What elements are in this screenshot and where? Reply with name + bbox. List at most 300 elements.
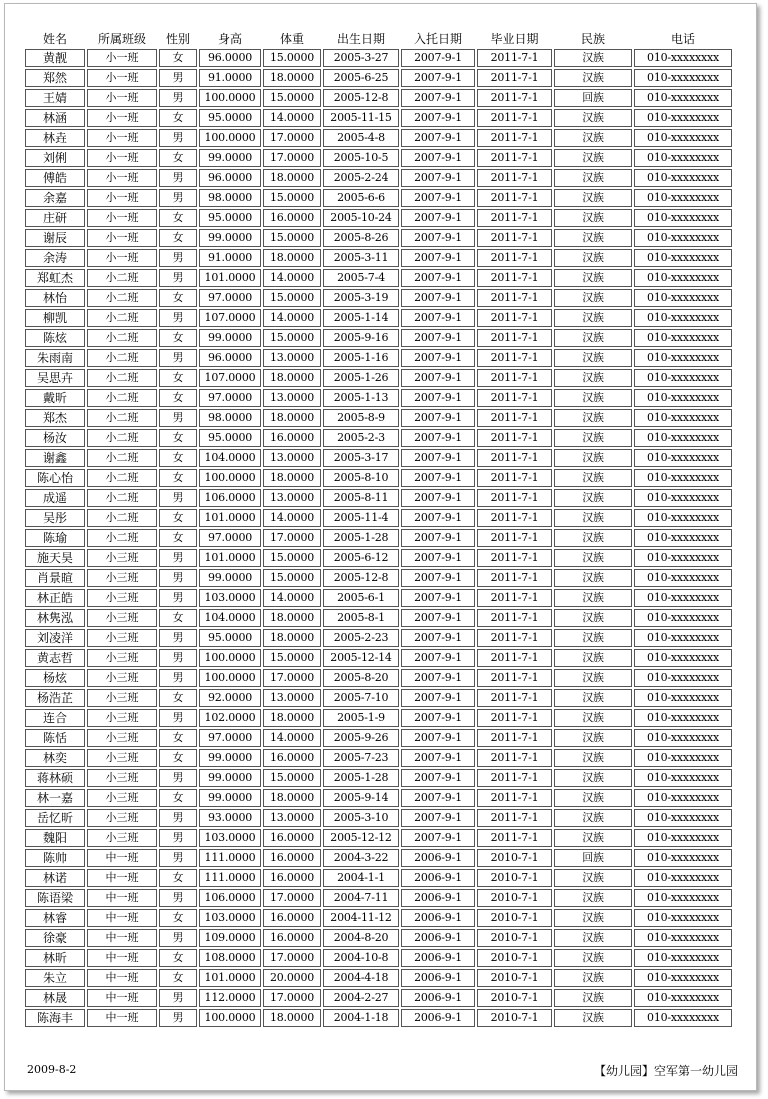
cell-name: 连合 — [25, 709, 85, 727]
table-row — [25, 709, 732, 727]
cell-ethnicity: 汉族 — [554, 929, 632, 947]
cell-gender: 男 — [159, 769, 197, 787]
cell-ethnicity: 汉族 — [554, 209, 632, 227]
cell-birth-date: 2005-7-4 — [323, 269, 399, 287]
cell-birth-date: 2005-12-12 — [323, 829, 399, 847]
cell-gender: 女 — [159, 729, 197, 747]
cell-birth-date: 2005-12-14 — [323, 649, 399, 667]
table-row — [25, 209, 732, 227]
cell-height: 107.0000 — [199, 369, 261, 387]
cell-gender: 女 — [159, 49, 197, 67]
cell-gender: 男 — [159, 589, 197, 607]
cell-weight: 18.0000 — [263, 409, 321, 427]
cell-ethnicity: 汉族 — [554, 249, 632, 267]
cell-weight: 13.0000 — [263, 489, 321, 507]
cell-enroll-date: 2007-9-1 — [401, 449, 475, 467]
cell-phone: 010-xxxxxxxx — [634, 709, 732, 727]
cell-enroll-date: 2007-9-1 — [401, 549, 475, 567]
cell-birth-date: 2005-11-4 — [323, 509, 399, 527]
table-row — [25, 309, 732, 327]
cell-phone: 010-xxxxxxxx — [634, 549, 732, 567]
cell-graduate-date: 2010-7-1 — [477, 949, 552, 967]
cell-name: 陈语梁 — [25, 889, 85, 907]
cell-height: 108.0000 — [199, 949, 261, 967]
footer-date: 2009-8-2 — [27, 1063, 77, 1076]
col-header-birth-date: 出生日期 — [336, 32, 385, 46]
cell-gender: 女 — [159, 689, 197, 707]
cell-weight: 18.0000 — [263, 169, 321, 187]
cell-enroll-date: 2007-9-1 — [401, 709, 475, 727]
cell-phone: 010-xxxxxxxx — [634, 189, 732, 207]
cell-graduate-date: 2011-7-1 — [477, 729, 552, 747]
cell-height: 96.0000 — [199, 349, 261, 367]
cell-height: 97.0000 — [199, 389, 261, 407]
cell-class: 小二班 — [87, 449, 157, 467]
cell-name: 郑然 — [25, 69, 85, 87]
cell-gender: 男 — [159, 709, 197, 727]
cell-phone: 010-xxxxxxxx — [634, 789, 732, 807]
cell-name: 林一嘉 — [25, 789, 85, 807]
cell-gender: 女 — [159, 429, 197, 447]
cell-weight: 16.0000 — [263, 869, 321, 887]
cell-birth-date: 2005-6-1 — [323, 589, 399, 607]
cell-class: 小三班 — [87, 649, 157, 667]
cell-graduate-date: 2011-7-1 — [477, 529, 552, 547]
cell-birth-date: 2004-1-1 — [323, 869, 399, 887]
cell-gender: 男 — [159, 849, 197, 867]
cell-graduate-date: 2011-7-1 — [477, 389, 552, 407]
cell-graduate-date: 2010-7-1 — [477, 869, 552, 887]
cell-enroll-date: 2007-9-1 — [401, 649, 475, 667]
col-header-phone: 电话 — [670, 32, 695, 46]
cell-gender: 女 — [159, 289, 197, 307]
cell-weight: 18.0000 — [263, 249, 321, 267]
cell-height: 112.0000 — [199, 989, 261, 1007]
cell-class: 小一班 — [87, 229, 157, 247]
table-row — [25, 169, 732, 187]
cell-name: 黄志哲 — [25, 649, 85, 667]
cell-height: 91.0000 — [199, 249, 261, 267]
print-preview-page — [4, 3, 757, 1091]
cell-name: 刘凌洋 — [25, 629, 85, 647]
cell-weight: 13.0000 — [263, 349, 321, 367]
cell-class: 小二班 — [87, 409, 157, 427]
cell-height: 100.0000 — [199, 89, 261, 107]
cell-birth-date: 2005-3-27 — [323, 49, 399, 67]
cell-birth-date: 2005-3-19 — [323, 289, 399, 307]
cell-class: 小一班 — [87, 249, 157, 267]
cell-ethnicity: 汉族 — [554, 809, 632, 827]
cell-graduate-date: 2011-7-1 — [477, 829, 552, 847]
cell-name: 林垚 — [25, 129, 85, 147]
cell-birth-date: 2005-7-23 — [323, 749, 399, 767]
cell-birth-date: 2005-4-8 — [323, 129, 399, 147]
cell-birth-date: 2005-7-10 — [323, 689, 399, 707]
cell-phone: 010-xxxxxxxx — [634, 569, 732, 587]
cell-enroll-date: 2007-9-1 — [401, 169, 475, 187]
cell-phone: 010-xxxxxxxx — [634, 729, 732, 747]
cell-graduate-date: 2011-7-1 — [477, 149, 552, 167]
cell-enroll-date: 2007-9-1 — [401, 509, 475, 527]
cell-class: 小三班 — [87, 549, 157, 567]
cell-name: 陈海丰 — [25, 1009, 85, 1027]
cell-gender: 女 — [159, 469, 197, 487]
cell-graduate-date: 2011-7-1 — [477, 769, 552, 787]
cell-weight: 16.0000 — [263, 429, 321, 447]
cell-name: 林睿 — [25, 909, 85, 927]
cell-enroll-date: 2007-9-1 — [401, 429, 475, 447]
cell-ethnicity: 汉族 — [554, 629, 632, 647]
cell-height: 100.0000 — [199, 1009, 261, 1027]
cell-ethnicity: 汉族 — [554, 1009, 632, 1027]
cell-phone: 010-xxxxxxxx — [634, 89, 732, 107]
table-row — [25, 689, 732, 707]
table-row — [25, 629, 732, 647]
cell-enroll-date: 2007-9-1 — [401, 49, 475, 67]
cell-name: 谢鑫 — [25, 449, 85, 467]
cell-class: 中一班 — [87, 889, 157, 907]
cell-class: 小三班 — [87, 789, 157, 807]
cell-class: 小三班 — [87, 689, 157, 707]
cell-enroll-date: 2006-9-1 — [401, 929, 475, 947]
cell-name: 朱雨南 — [25, 349, 85, 367]
cell-ethnicity: 汉族 — [554, 569, 632, 587]
table-row — [25, 369, 732, 387]
cell-gender: 女 — [159, 949, 197, 967]
cell-birth-date: 2005-8-10 — [323, 469, 399, 487]
cell-ethnicity: 汉族 — [554, 589, 632, 607]
table-row — [25, 989, 732, 1007]
cell-graduate-date: 2011-7-1 — [477, 549, 552, 567]
cell-class: 小三班 — [87, 769, 157, 787]
cell-gender: 男 — [159, 929, 197, 947]
cell-gender: 女 — [159, 369, 197, 387]
cell-height: 98.0000 — [199, 409, 261, 427]
cell-phone: 010-xxxxxxxx — [634, 129, 732, 147]
cell-graduate-date: 2011-7-1 — [477, 229, 552, 247]
cell-phone: 010-xxxxxxxx — [634, 909, 732, 927]
cell-weight: 14.0000 — [263, 309, 321, 327]
cell-ethnicity: 汉族 — [554, 149, 632, 167]
cell-weight: 15.0000 — [263, 229, 321, 247]
col-header-class: 所属班级 — [97, 32, 146, 46]
cell-class: 小一班 — [87, 89, 157, 107]
table-row — [25, 949, 732, 967]
cell-birth-date: 2005-8-9 — [323, 409, 399, 427]
cell-phone: 010-xxxxxxxx — [634, 509, 732, 527]
cell-enroll-date: 2007-9-1 — [401, 469, 475, 487]
cell-name: 刘俐 — [25, 149, 85, 167]
cell-name: 陈瑜 — [25, 529, 85, 547]
table-row — [25, 509, 732, 527]
cell-birth-date: 2005-8-26 — [323, 229, 399, 247]
cell-phone: 010-xxxxxxxx — [634, 209, 732, 227]
cell-enroll-date: 2007-9-1 — [401, 89, 475, 107]
cell-birth-date: 2005-3-11 — [323, 249, 399, 267]
table-row — [25, 349, 732, 367]
cell-phone: 010-xxxxxxxx — [634, 69, 732, 87]
cell-height: 102.0000 — [199, 709, 261, 727]
cell-gender: 男 — [159, 669, 197, 687]
cell-enroll-date: 2006-9-1 — [401, 969, 475, 987]
cell-graduate-date: 2011-7-1 — [477, 749, 552, 767]
cell-class: 小三班 — [87, 729, 157, 747]
cell-gender: 男 — [159, 569, 197, 587]
cell-gender: 男 — [159, 309, 197, 327]
cell-gender: 女 — [159, 509, 197, 527]
table-row — [25, 269, 732, 287]
cell-phone: 010-xxxxxxxx — [634, 769, 732, 787]
table-row — [25, 409, 732, 427]
cell-ethnicity: 汉族 — [554, 389, 632, 407]
cell-ethnicity: 汉族 — [554, 69, 632, 87]
cell-graduate-date: 2010-7-1 — [477, 849, 552, 867]
cell-weight: 18.0000 — [263, 69, 321, 87]
cell-graduate-date: 2011-7-1 — [477, 789, 552, 807]
cell-weight: 15.0000 — [263, 289, 321, 307]
cell-birth-date: 2005-1-16 — [323, 349, 399, 367]
cell-height: 97.0000 — [199, 529, 261, 547]
cell-enroll-date: 2006-9-1 — [401, 1009, 475, 1027]
cell-height: 95.0000 — [199, 109, 261, 127]
cell-phone: 010-xxxxxxxx — [634, 369, 732, 387]
cell-gender: 男 — [159, 69, 197, 87]
cell-height: 101.0000 — [199, 269, 261, 287]
cell-name: 谢辰 — [25, 229, 85, 247]
cell-ethnicity: 汉族 — [554, 669, 632, 687]
cell-ethnicity: 汉族 — [554, 829, 632, 847]
cell-class: 小一班 — [87, 149, 157, 167]
cell-phone: 010-xxxxxxxx — [634, 249, 732, 267]
cell-weight: 14.0000 — [263, 269, 321, 287]
cell-class: 小三班 — [87, 669, 157, 687]
cell-gender: 男 — [159, 249, 197, 267]
cell-weight: 16.0000 — [263, 929, 321, 947]
cell-weight: 14.0000 — [263, 589, 321, 607]
cell-height: 95.0000 — [199, 629, 261, 647]
cell-phone: 010-xxxxxxxx — [634, 629, 732, 647]
cell-height: 97.0000 — [199, 729, 261, 747]
cell-graduate-date: 2011-7-1 — [477, 329, 552, 347]
table-row — [25, 569, 732, 587]
cell-weight: 18.0000 — [263, 709, 321, 727]
cell-enroll-date: 2007-9-1 — [401, 669, 475, 687]
cell-weight: 15.0000 — [263, 649, 321, 667]
cell-gender: 女 — [159, 109, 197, 127]
cell-graduate-date: 2011-7-1 — [477, 169, 552, 187]
cell-weight: 15.0000 — [263, 89, 321, 107]
cell-class: 小二班 — [87, 329, 157, 347]
cell-weight: 13.0000 — [263, 809, 321, 827]
cell-name: 王婧 — [25, 89, 85, 107]
table-row — [25, 789, 732, 807]
cell-weight: 16.0000 — [263, 209, 321, 227]
table-row — [25, 549, 732, 567]
cell-birth-date: 2005-10-5 — [323, 149, 399, 167]
cell-enroll-date: 2007-9-1 — [401, 149, 475, 167]
cell-class: 小一班 — [87, 109, 157, 127]
cell-height: 103.0000 — [199, 909, 261, 927]
cell-height: 91.0000 — [199, 69, 261, 87]
table-row — [25, 469, 732, 487]
cell-weight: 17.0000 — [263, 129, 321, 147]
cell-weight: 17.0000 — [263, 149, 321, 167]
cell-graduate-date: 2011-7-1 — [477, 589, 552, 607]
table-row — [25, 89, 732, 107]
cell-name: 吴彤 — [25, 509, 85, 527]
table-row — [25, 289, 732, 307]
cell-weight: 13.0000 — [263, 389, 321, 407]
cell-name: 林昕 — [25, 949, 85, 967]
table-row — [25, 149, 732, 167]
cell-graduate-date: 2010-7-1 — [477, 1009, 552, 1027]
cell-enroll-date: 2007-9-1 — [401, 389, 475, 407]
cell-gender: 女 — [159, 749, 197, 767]
cell-name: 庄研 — [25, 209, 85, 227]
table-row — [25, 529, 732, 547]
cell-class: 小三班 — [87, 809, 157, 827]
col-header-graduate-date: 毕业日期 — [490, 32, 539, 46]
cell-phone: 010-xxxxxxxx — [634, 689, 732, 707]
cell-name: 戴昕 — [25, 389, 85, 407]
cell-class: 小二班 — [87, 349, 157, 367]
cell-name: 陈心怡 — [25, 469, 85, 487]
cell-enroll-date: 2006-9-1 — [401, 849, 475, 867]
cell-ethnicity: 汉族 — [554, 129, 632, 147]
table-row — [25, 829, 732, 847]
cell-phone: 010-xxxxxxxx — [634, 469, 732, 487]
cell-enroll-date: 2007-9-1 — [401, 269, 475, 287]
cell-phone: 010-xxxxxxxx — [634, 109, 732, 127]
cell-height: 99.0000 — [199, 329, 261, 347]
cell-graduate-date: 2011-7-1 — [477, 209, 552, 227]
cell-enroll-date: 2007-9-1 — [401, 129, 475, 147]
cell-graduate-date: 2011-7-1 — [477, 469, 552, 487]
cell-phone: 010-xxxxxxxx — [634, 669, 732, 687]
cell-name: 杨汝 — [25, 429, 85, 447]
cell-birth-date: 2004-1-18 — [323, 1009, 399, 1027]
cell-birth-date: 2004-8-20 — [323, 929, 399, 947]
cell-ethnicity: 汉族 — [554, 329, 632, 347]
cell-graduate-date: 2010-7-1 — [477, 969, 552, 987]
cell-birth-date: 2004-11-12 — [323, 909, 399, 927]
cell-phone: 010-xxxxxxxx — [634, 589, 732, 607]
cell-class: 中一班 — [87, 969, 157, 987]
cell-gender: 男 — [159, 269, 197, 287]
cell-class: 小一班 — [87, 49, 157, 67]
cell-enroll-date: 2007-9-1 — [401, 209, 475, 227]
cell-class: 中一班 — [87, 849, 157, 867]
table-body — [25, 49, 732, 1027]
cell-phone: 010-xxxxxxxx — [634, 429, 732, 447]
cell-phone: 010-xxxxxxxx — [634, 929, 732, 947]
cell-enroll-date: 2007-9-1 — [401, 489, 475, 507]
cell-phone: 010-xxxxxxxx — [634, 529, 732, 547]
cell-height: 99.0000 — [199, 769, 261, 787]
cell-enroll-date: 2007-9-1 — [401, 369, 475, 387]
cell-weight: 17.0000 — [263, 949, 321, 967]
cell-height: 99.0000 — [199, 229, 261, 247]
cell-height: 103.0000 — [199, 829, 261, 847]
cell-name: 郑杰 — [25, 409, 85, 427]
cell-enroll-date: 2007-9-1 — [401, 589, 475, 607]
cell-birth-date: 2005-8-11 — [323, 489, 399, 507]
cell-gender: 女 — [159, 449, 197, 467]
cell-graduate-date: 2011-7-1 — [477, 349, 552, 367]
cell-graduate-date: 2011-7-1 — [477, 669, 552, 687]
table-row — [25, 1009, 732, 1027]
cell-enroll-date: 2007-9-1 — [401, 329, 475, 347]
cell-phone: 010-xxxxxxxx — [634, 149, 732, 167]
table-row — [25, 249, 732, 267]
cell-weight: 14.0000 — [263, 109, 321, 127]
cell-phone: 010-xxxxxxxx — [634, 229, 732, 247]
cell-gender: 男 — [159, 809, 197, 827]
cell-phone: 010-xxxxxxxx — [634, 269, 732, 287]
col-header-gender: 性别 — [165, 32, 190, 46]
cell-weight: 15.0000 — [263, 329, 321, 347]
cell-birth-date: 2005-12-8 — [323, 569, 399, 587]
table-row — [25, 429, 732, 447]
cell-class: 小二班 — [87, 389, 157, 407]
cell-class: 小二班 — [87, 429, 157, 447]
cell-phone: 010-xxxxxxxx — [634, 449, 732, 467]
cell-birth-date: 2005-8-20 — [323, 669, 399, 687]
cell-ethnicity: 汉族 — [554, 789, 632, 807]
cell-phone: 010-xxxxxxxx — [634, 889, 732, 907]
cell-enroll-date: 2006-9-1 — [401, 889, 475, 907]
cell-birth-date: 2004-4-18 — [323, 969, 399, 987]
cell-class: 小二班 — [87, 489, 157, 507]
cell-height: 100.0000 — [199, 649, 261, 667]
table-row — [25, 449, 732, 467]
cell-enroll-date: 2007-9-1 — [401, 409, 475, 427]
cell-height: 95.0000 — [199, 209, 261, 227]
cell-graduate-date: 2011-7-1 — [477, 189, 552, 207]
cell-enroll-date: 2007-9-1 — [401, 109, 475, 127]
cell-graduate-date: 2010-7-1 — [477, 889, 552, 907]
cell-name: 肖景暄 — [25, 569, 85, 587]
cell-enroll-date: 2007-9-1 — [401, 749, 475, 767]
cell-weight: 14.0000 — [263, 729, 321, 747]
cell-height: 101.0000 — [199, 969, 261, 987]
cell-ethnicity: 汉族 — [554, 889, 632, 907]
cell-weight: 16.0000 — [263, 909, 321, 927]
table-row — [25, 329, 732, 347]
cell-enroll-date: 2007-9-1 — [401, 529, 475, 547]
cell-gender: 男 — [159, 129, 197, 147]
cell-birth-date: 2005-8-1 — [323, 609, 399, 627]
cell-name: 林奕 — [25, 749, 85, 767]
table-row — [25, 969, 732, 987]
cell-birth-date: 2004-7-11 — [323, 889, 399, 907]
cell-class: 小二班 — [87, 369, 157, 387]
cell-weight: 18.0000 — [263, 1009, 321, 1027]
cell-gender: 女 — [159, 209, 197, 227]
table-row — [25, 129, 732, 147]
cell-graduate-date: 2011-7-1 — [477, 309, 552, 327]
cell-phone: 010-xxxxxxxx — [634, 649, 732, 667]
cell-weight: 17.0000 — [263, 529, 321, 547]
cell-class: 小三班 — [87, 749, 157, 767]
cell-weight: 20.0000 — [263, 969, 321, 987]
cell-ethnicity: 汉族 — [554, 49, 632, 67]
cell-height: 104.0000 — [199, 609, 261, 627]
cell-graduate-date: 2011-7-1 — [477, 689, 552, 707]
cell-phone: 010-xxxxxxxx — [634, 869, 732, 887]
cell-name: 黄靓 — [25, 49, 85, 67]
cell-height: 98.0000 — [199, 189, 261, 207]
